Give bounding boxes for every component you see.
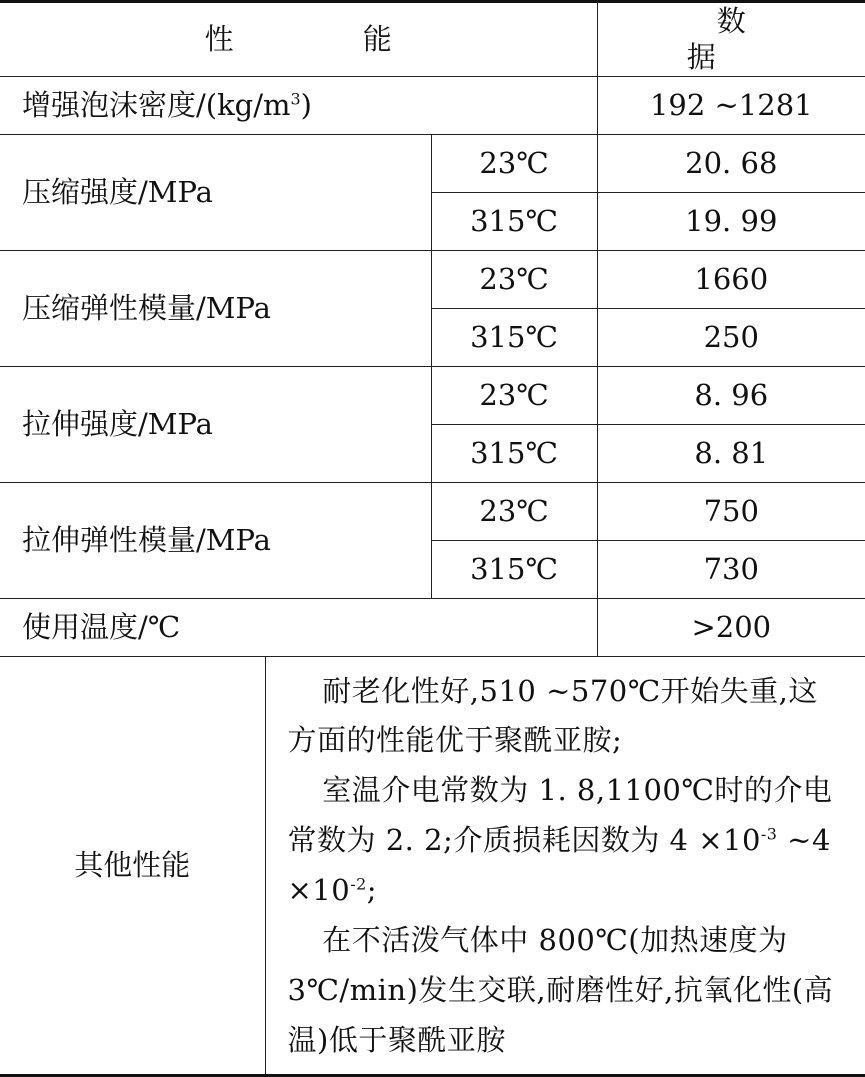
header-property: 性 能	[0, 2, 597, 77]
comp-modulus-temp-315: 315℃	[431, 308, 597, 366]
tensile-strength-temp-23: 23℃	[431, 366, 597, 424]
table-row-density	[0, 76, 865, 134]
density-label: 增强泡沫密度$/(kg/m^3)$	[0, 76, 597, 134]
header-row	[0, 2, 865, 77]
comp-modulus-value-23: 1660	[597, 250, 865, 308]
comp-strength-label: 压缩强度/MPa	[0, 134, 431, 250]
service-temp-label: 使用温度/℃	[0, 598, 597, 656]
table-row-tensile-modulus-23	[0, 482, 865, 540]
other-paragraph-2: 室温介电常数为 1. 8,1100℃时的介电常数为 2. 2;介质损耗因数为 $4 \times 10^{-3}$ ~4 $\times 10^{-2}$;	[287, 773, 833, 907]
density-value: 192 ~1281	[597, 76, 865, 134]
tensile-modulus-label: 拉伸弹性模量/MPa	[0, 482, 431, 598]
table-row-other	[0, 656, 865, 1075]
comp-strength-temp-315: 315℃	[431, 192, 597, 250]
comp-strength-temp-23: 23℃	[431, 134, 597, 192]
tensile-strength-label: 拉伸强度/MPa	[0, 366, 431, 482]
table-row-comp-modulus-23	[0, 250, 865, 308]
other-paragraph-3: 在不活泼气体中 800℃(加热速度为 3℃/min)发生交联,耐磨性好,抗氧化性(高温)低于聚酰亚胺	[287, 922, 834, 1057]
comp-modulus-label: 压缩弹性模量/MPa	[0, 250, 431, 366]
comp-strength-value-23: 20. 68	[597, 134, 865, 192]
table-row-tensile-strength-23	[0, 366, 865, 424]
service-temp-value: >200	[597, 598, 865, 656]
tensile-strength-temp-315: 315℃	[431, 424, 597, 482]
table-row-comp-strength-23	[0, 134, 865, 192]
tensile-modulus-temp-23: 23℃	[431, 482, 597, 540]
tensile-strength-value-23: 8. 96	[597, 366, 865, 424]
tensile-modulus-value-315: 730	[597, 540, 865, 598]
other-paragraph-1: 耐老化性好,510 ~570℃开始失重,这方面的性能优于聚酰亚胺;	[287, 673, 818, 758]
comp-strength-value-315: 19. 99	[597, 192, 865, 250]
header-data: 数 据	[597, 2, 865, 77]
other-text	[265, 656, 865, 1075]
other-label: 其他性能	[0, 656, 265, 1075]
comp-modulus-temp-23: 23℃	[431, 250, 597, 308]
comp-modulus-value-315: 250	[597, 308, 865, 366]
table-row-service-temp	[0, 598, 865, 656]
tensile-modulus-temp-315: 315℃	[431, 540, 597, 598]
tensile-strength-value-315: 8. 81	[597, 424, 865, 482]
tensile-modulus-value-23: 750	[597, 482, 865, 540]
